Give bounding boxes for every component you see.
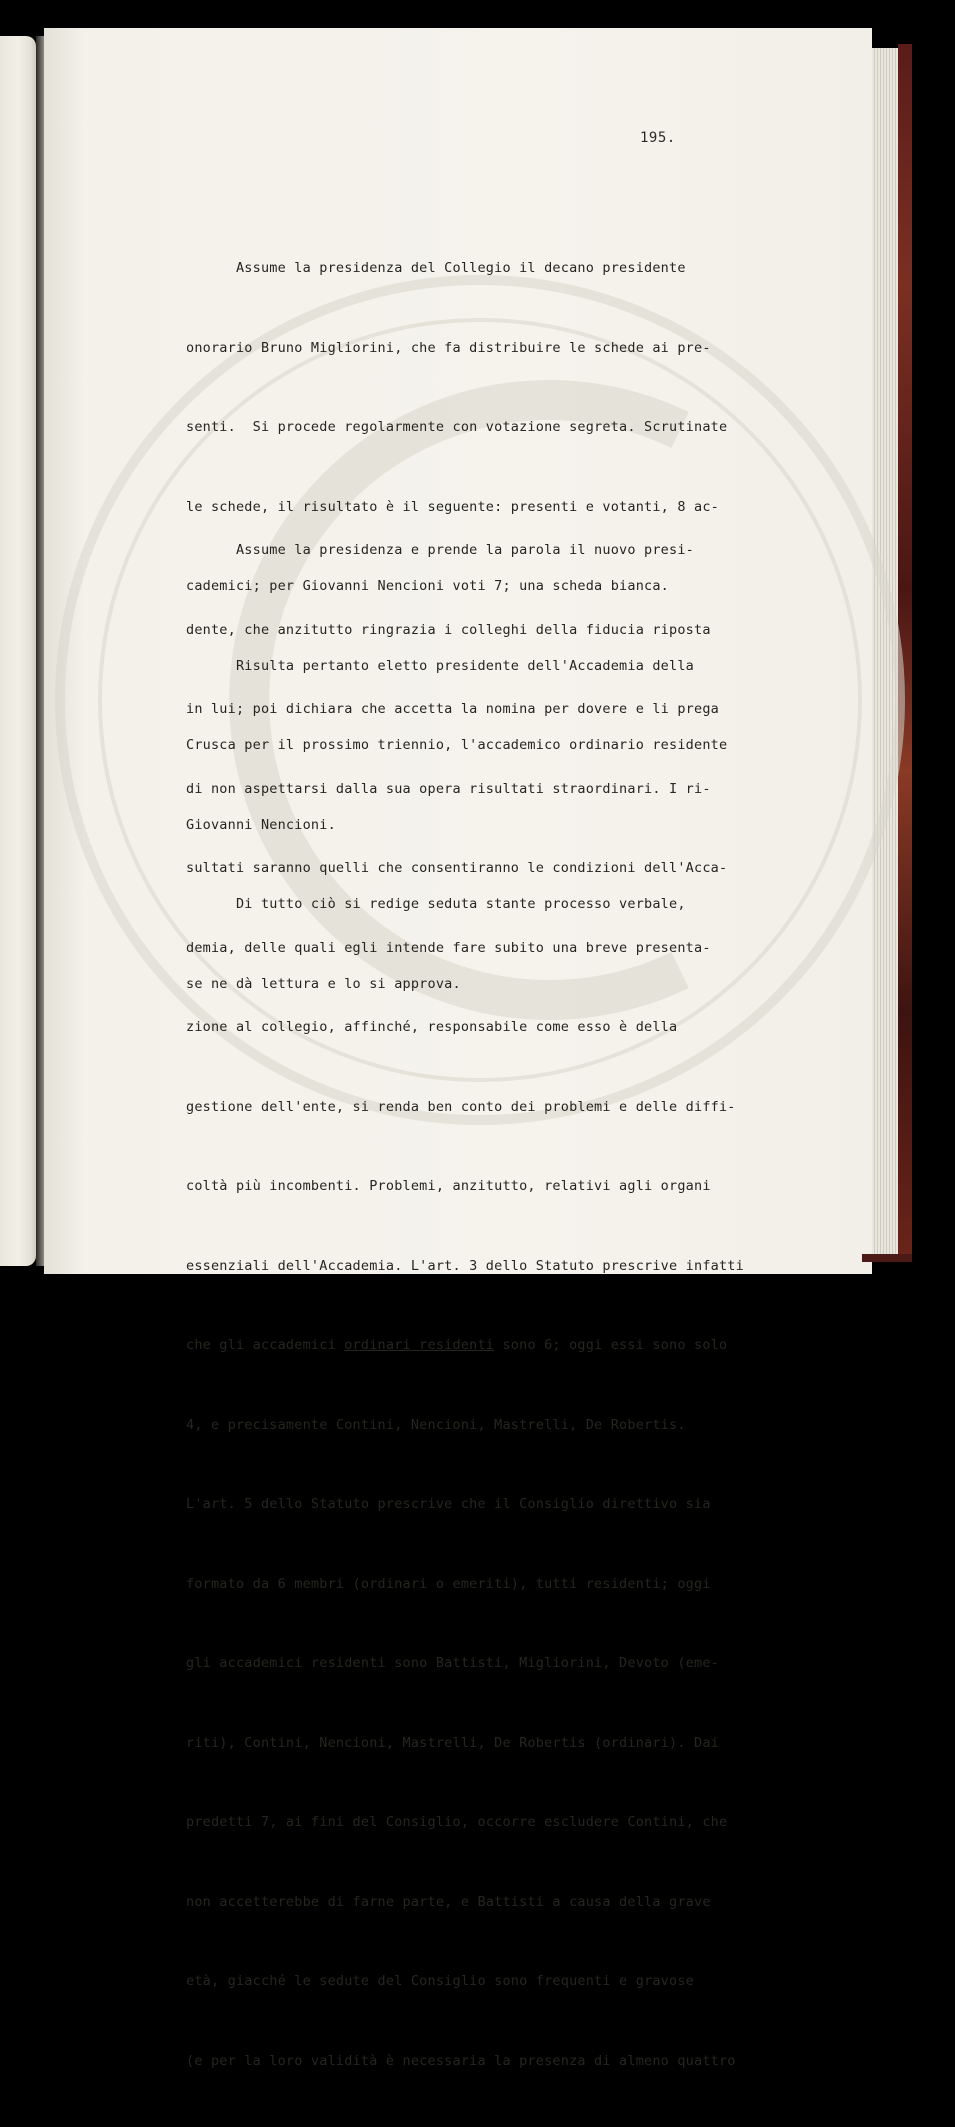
text-segment: sono 6; oggi essi sono solo <box>494 1337 728 1353</box>
text-line: formato da 6 membri (ordinari o emeriti), tutti residenti; oggi <box>186 1575 711 1592</box>
text-line: dente, che anzitutto ringrazia i colleghi della fiducia riposta <box>186 621 711 638</box>
book-gutter <box>36 36 44 1266</box>
text-line: coltà più incombenti. Problemi, anzitutto, relativi agli organi <box>186 1178 711 1194</box>
text-line: età, giacché le sedute del Consiglio sono frequenti e gravose <box>186 1973 694 1989</box>
text-line: 4, e precisamente Contini, Nencioni, Mastrelli, De Robertis. <box>186 1416 686 1433</box>
text-line: zione al collegio, affinché, responsabile come esso è della <box>186 1019 678 1035</box>
text-line: Di tutto ciò si redige seduta stante processo verbale, <box>186 896 686 912</box>
text-line: se ne dà lettura e lo si approva. <box>186 975 461 992</box>
left-page-edge <box>0 36 36 1266</box>
marbled-cover-edge <box>898 44 912 1256</box>
text-line: sultati saranno quelli che consentiranno le condizioni dell'Acca- <box>186 860 728 876</box>
paragraph-president-speech <box>186 484 744 2127</box>
text-line: essenziali dell'Accademia. L'art. 3 dello Statuto prescrive infatti <box>186 1257 744 1274</box>
page-stack-edges <box>872 48 898 1254</box>
text-line: Assume la presidenza e prende la parola il nuovo presi- <box>186 542 694 558</box>
text-line: predetti 7, ai fini del Consiglio, occorre escludere Contini, che <box>186 1814 728 1830</box>
text-line: gli accademici residenti sono Battisti, Migliorini, Devoto (eme- <box>186 1655 719 1671</box>
text-line: cademici; per Giovanni Nencioni voti 7; una scheda bianca. <box>186 578 670 594</box>
text-line: demia, delle quali egli intende fare subito una breve presenta- <box>186 939 711 956</box>
text-segment: che gli accademici <box>186 1337 345 1353</box>
text-line: non accetterebbe di farne parte, e Battisti a causa della grave <box>186 1893 711 1910</box>
text-line-underlined <box>186 1332 744 1359</box>
text-line: gestione dell'ente, si renda ben conto dei problemi e delle diffi- <box>186 1098 736 1115</box>
text-line: riti), Contini, Nencioni, Mastrelli, De Robertis (ordinari). Dai <box>186 1734 719 1751</box>
underlined-term: ordinari residenti <box>344 1337 495 1353</box>
text-line: in lui; poi dichiara che accetta la nomina per dovere e li prega <box>186 701 719 717</box>
text-line: senti. Si procede regolarmente con votazione segreta. Scrutinate <box>186 419 728 435</box>
cover-bottom-edge <box>862 1254 912 1262</box>
page-number: 195. <box>640 130 676 146</box>
text-line: Risulta pertanto eletto presidente dell'Accademia della <box>186 657 694 674</box>
text-line: L'art. 5 dello Statuto prescrive che il Consiglio direttivo sia <box>186 1496 711 1512</box>
text-line: (e per la loro validità è necessaria la presenza di almeno quattro <box>186 2052 736 2069</box>
text-line: le schede, il risultato è il seguente: presenti e votanti, 8 ac- <box>186 498 719 515</box>
text-line: Crusca per il prossimo triennio, l'accademico ordinario residente <box>186 737 728 753</box>
text-line: onorario Bruno Migliorini, che fa distribuire le schede ai pre- <box>186 339 711 356</box>
text-line: Giovanni Nencioni. <box>186 816 336 833</box>
text-line: Assume la presidenza del Collegio il decano presidente <box>186 260 686 276</box>
text-line: di non aspettarsi dalla sua opera risultati straordinari. I ri- <box>186 780 711 797</box>
